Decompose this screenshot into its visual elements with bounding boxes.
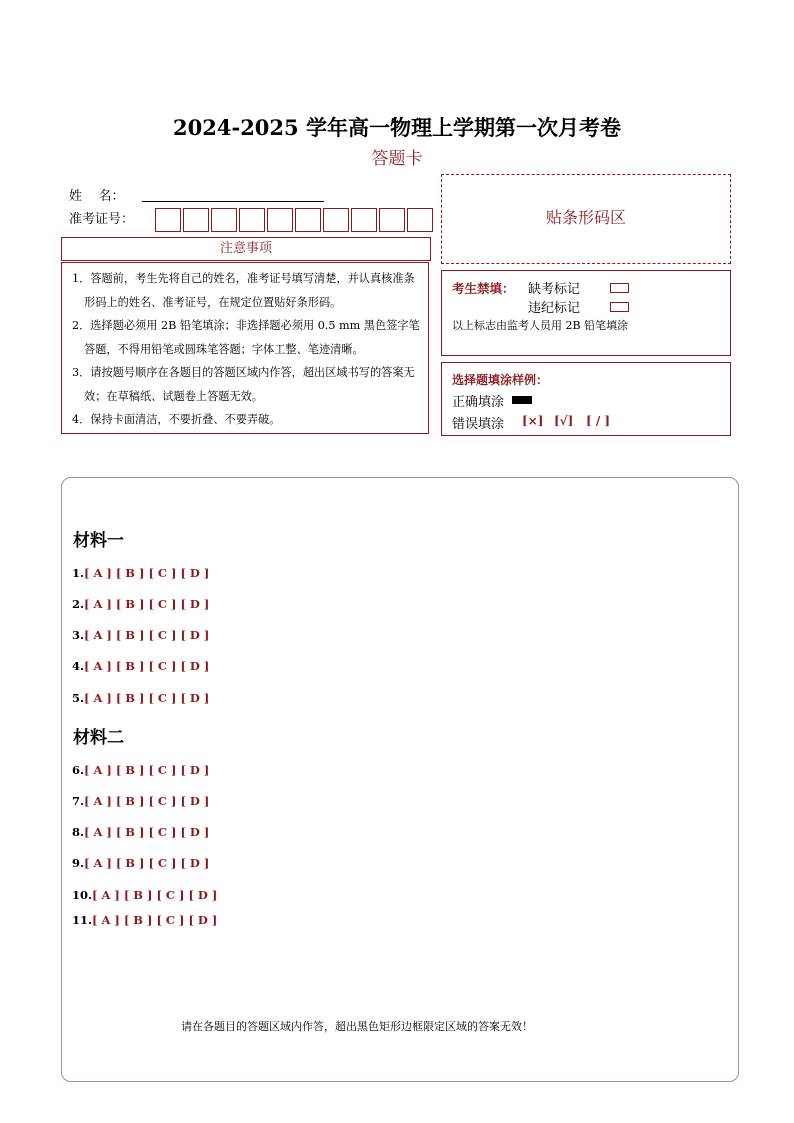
question-number: 9. [72, 856, 85, 870]
name-label: 姓 名： [69, 189, 125, 204]
id-digit-box[interactable] [379, 208, 405, 232]
answer-area-warning: 请在各题目的答题区域内作答，超出黑色矩形边框限定区域的答案无效！ [181, 1020, 533, 1033]
id-digit-box[interactable] [351, 208, 377, 232]
question-number: 1. [72, 566, 85, 580]
question-options: [ A ] [ B ] [ C ] [ D ] [84, 825, 210, 839]
fill-example-heading: 选择题填涂样例： [452, 373, 549, 387]
question-options: [ A ] [ B ] [ C ] [ D ] [84, 763, 210, 777]
notice-list [61, 262, 429, 434]
question-options: [ A ] [ B ] [ C ] [ D ] [92, 913, 218, 927]
correct-fill-sample [512, 396, 532, 404]
question-row[interactable] [72, 566, 209, 580]
question-row[interactable] [72, 691, 209, 705]
question-row[interactable] [72, 856, 209, 870]
question-number: 5. [72, 691, 85, 705]
fill-example-box [441, 362, 731, 436]
question-number: 7. [72, 794, 85, 808]
page-title: 2024-2025 学年高一物理上学期第一次月考卷 [173, 115, 621, 140]
question-number: 3. [72, 628, 85, 642]
question-options: [ A ] [ B ] [ C ] [ D ] [84, 628, 210, 642]
notice-item: 3．请按题号顺序在各题目的答题区域内作答，超出区域书写的答案无效；在草稿纸、试题卷上答题无效。 [72, 366, 415, 403]
question-row[interactable] [72, 628, 209, 642]
violation-mark-box[interactable] [610, 302, 629, 312]
absent-mark-box[interactable] [610, 283, 629, 293]
question-options: [ A ] [ B ] [ C ] [ D ] [84, 659, 210, 673]
question-row[interactable] [72, 825, 209, 839]
notice-heading: 注意事项 [61, 237, 431, 261]
id-digit-box[interactable] [295, 208, 321, 232]
examiner-only-box [441, 270, 731, 356]
id-digit-box[interactable] [267, 208, 293, 232]
question-options: [ A ] [ B ] [ C ] [ D ] [84, 597, 210, 611]
violation-mark-label: 违纪标记 [528, 301, 581, 316]
id-digit-box[interactable] [239, 208, 265, 232]
notice-item: 1．答题前，考生先将自己的姓名，准考证号填写清楚，并认真核准条形码上的姓名、准考证号，在规定位置贴好条形码。 [72, 272, 415, 309]
question-number: 2. [72, 597, 85, 611]
wrong-fill-label: 错误填涂 [452, 417, 505, 432]
notice-item: 4．保持卡面清洁，不要折叠、不要弄破。 [72, 413, 281, 426]
correct-fill-label: 正确填涂 [452, 395, 505, 410]
question-options: [ A ] [ B ] [ C ] [ D ] [84, 566, 210, 580]
id-digit-box[interactable] [323, 208, 349, 232]
question-row[interactable] [72, 888, 217, 902]
question-options: [ A ] [ B ] [ C ] [ D ] [92, 888, 218, 902]
question-row[interactable] [72, 913, 217, 927]
absent-mark-label: 缺考标记 [528, 282, 581, 297]
wrong-mark-cross: [×] [522, 414, 544, 428]
id-digit-box[interactable] [183, 208, 209, 232]
section-title: 材料一 [73, 531, 124, 551]
question-options: [ A ] [ B ] [ C ] [ D ] [84, 691, 210, 705]
question-number: 11. [72, 913, 93, 927]
question-options: [ A ] [ B ] [ C ] [ D ] [84, 794, 210, 808]
notice-item: 2．选择题必须用 2B 铅笔填涂；非选择题必须用 0.5 mm 黑色签字笔答题，不得用铅笔或圆珠笔答题；字体工整、笔迹清晰。 [72, 319, 420, 356]
question-row[interactable] [72, 763, 209, 777]
question-number: 10. [72, 888, 93, 902]
name-field[interactable] [142, 200, 324, 202]
id-digit-box[interactable] [155, 208, 181, 232]
id-label: 准考证号： [69, 212, 135, 227]
page-subtitle: 答题卡 [371, 149, 423, 169]
question-number: 4. [72, 659, 85, 673]
id-digit-box[interactable] [407, 208, 433, 232]
question-options: [ A ] [ B ] [ C ] [ D ] [84, 856, 210, 870]
wrong-mark-check: [√] [554, 414, 574, 428]
id-number-boxes[interactable] [155, 208, 435, 232]
section-title: 材料二 [73, 728, 124, 748]
forbid-label: 考生禁填： [452, 281, 515, 296]
forbid-note: 以上标志由监考人员用 2B 铅笔填涂 [452, 319, 629, 332]
question-number: 6. [72, 763, 85, 777]
barcode-area: 贴条形码区 [441, 174, 731, 264]
question-number: 8. [72, 825, 85, 839]
question-row[interactable] [72, 794, 209, 808]
wrong-mark-slash: [ / ] [586, 414, 611, 428]
question-row[interactable] [72, 597, 209, 611]
id-digit-box[interactable] [211, 208, 237, 232]
question-row[interactable] [72, 659, 209, 673]
